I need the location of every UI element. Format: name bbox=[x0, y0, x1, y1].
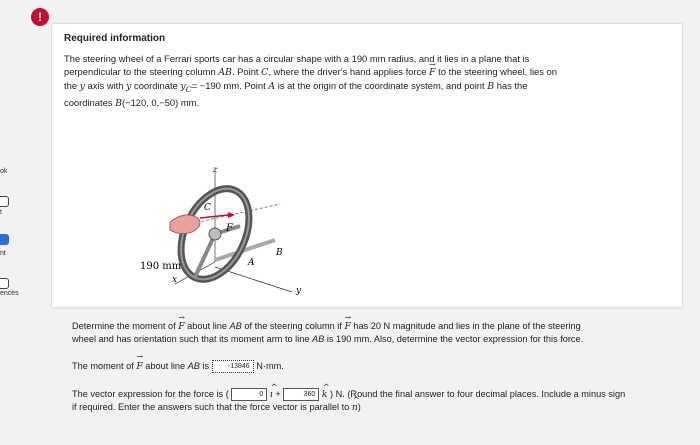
vector-answer-line: The vector expression for the force is ( 0 ^ ı + 360 ^ k ) N. (Round the final answer to four decimal places. Include a minus sign if required. Enter the answers such that the force vector is parallel to ^ n) bbox=[72, 388, 687, 414]
required-info-text: The steering wheel of a Ferrari sports car has a circular shape with a 190 mm radius, and it lies in a plane that is perpendicular to the steering column AB. Point C, where the driver's hand applies force → F to the steering wheel, lies on the y axis with y coordinate $y_C= -190$ mm. Point A is at the origin of the coordinate system, and point B has the coordinates B(−120, 0,−50) mm. bbox=[64, 52, 639, 111]
label-b: B bbox=[276, 248, 283, 258]
label-a: A bbox=[248, 258, 255, 268]
question-text: Determine the moment of → F about line AB of the steering column if → F has 20 N magnitude and lies in the plane of the steering wheel and has orientation such that its moment arm to line AB is 190 mm. Also, determine the vector expression for this force. bbox=[72, 320, 682, 345]
vector-i-input[interactable]: 0 bbox=[231, 388, 267, 401]
steering-wheel-figure bbox=[100, 152, 320, 302]
label-c: C bbox=[204, 203, 211, 213]
vector-k-input[interactable]: 360 bbox=[283, 388, 319, 401]
alert-icon: ! bbox=[31, 8, 49, 26]
sidebar-item-2[interactable]: t bbox=[0, 209, 2, 216]
sidebar-icon-2[interactable] bbox=[0, 234, 9, 245]
label-f: F bbox=[226, 223, 233, 234]
moment-input[interactable]: -13846 bbox=[212, 360, 254, 373]
label-x: x bbox=[172, 275, 178, 285]
main-panel bbox=[22, 0, 700, 445]
required-info-box bbox=[52, 24, 682, 307]
label-y: y bbox=[296, 286, 302, 296]
sidebar-item-1[interactable]: ok bbox=[0, 168, 8, 175]
sidebar-item-3[interactable]: nt bbox=[0, 250, 6, 257]
label-z: z bbox=[213, 165, 218, 174]
label-radius: 190 mm bbox=[140, 261, 182, 272]
moment-answer-line: The moment of → F about line AB is -13846 N·mm. bbox=[72, 360, 284, 373]
sidebar-item-4[interactable]: ences bbox=[0, 290, 19, 297]
required-info-title: Required information bbox=[64, 33, 166, 44]
sidebar-icon-3[interactable] bbox=[0, 278, 9, 289]
sidebar-icon-1[interactable] bbox=[0, 196, 9, 207]
sidebar bbox=[0, 0, 22, 445]
